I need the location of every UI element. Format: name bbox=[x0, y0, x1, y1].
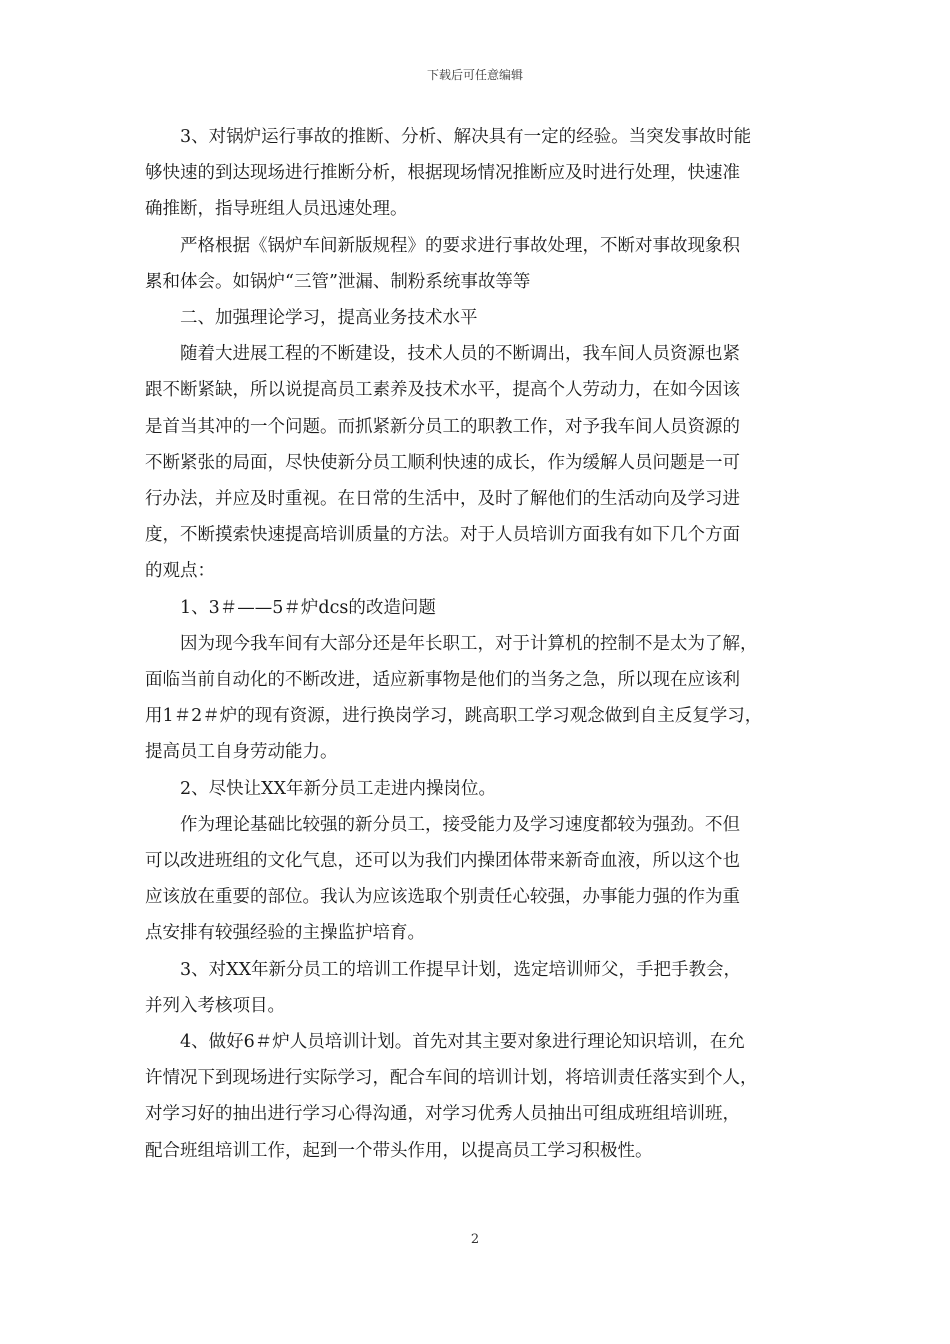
paragraph-line: 不断紧张的局面，尽快使新分员工顺利快速的成长，作为缓解人员问题是一可 bbox=[145, 452, 740, 473]
paragraph-line: 作为理论基础比较强的新分员工，接受能力及学习速度都较为强劲。不但 bbox=[180, 814, 740, 835]
paragraph-line: 行办法，并应及时重视。在日常的生活中，及时了解他们的生活动向及学习进 bbox=[145, 489, 740, 510]
paragraph-line: 提高员工自身劳动能力。 bbox=[145, 742, 338, 763]
paragraph-line: 跟不断紧缺，所以说提高员工素养及技术水平，提高个人劳动力，在如今因该 bbox=[145, 380, 740, 401]
paragraph-line: 配合班组培训工作，起到一个带头作用，以提高员工学习积极性。 bbox=[145, 1140, 653, 1161]
paragraph-boiler-accident-experience bbox=[145, 119, 813, 228]
page-header: 下载后可任意编辑 bbox=[426, 68, 523, 82]
page-number: 2 bbox=[470, 1232, 480, 1247]
paragraph-line: 用1＃2＃炉的现有资源，进行换岗学习，跳高职工学习观念做到自主反复学习， bbox=[145, 706, 763, 727]
paragraph-line: 3、对锅炉运行事故的推断、分析、解决具有一定的经验。当突发事故时能 bbox=[180, 127, 752, 147]
paragraph-line: 是首当其冲的一个问题。而抓紧新分员工的职教工作，对予我车间人员资源的 bbox=[145, 416, 740, 437]
paragraph-regulations bbox=[145, 228, 813, 300]
item-training-plan bbox=[145, 952, 813, 1024]
paragraph-line: 对学习好的抽出进行学习心得沟通，对学习优秀人员抽出可组成班组培训班， bbox=[145, 1104, 740, 1125]
section-heading-theory-study bbox=[145, 300, 813, 336]
item-boiler6-training bbox=[145, 1024, 813, 1169]
paragraph-line: 严格根据《锅炉车间新版规程》的要求进行事故处理，不断对事故现象积 bbox=[180, 235, 740, 256]
paragraph-line: 因为现今我车间有大部分还是年长职工，对于计算机的控制不是太为了解， bbox=[180, 633, 758, 654]
paragraph-line: 的观点： bbox=[145, 561, 215, 582]
paragraph-line: 2、尽快让XX年新分员工走进内操岗位。 bbox=[180, 778, 497, 799]
paragraph-line: 度，不断摸索快速提高培训质量的方法。对于人员培训方面我有如下几个方面 bbox=[145, 525, 740, 546]
paragraph-line: 1、3＃——5＃炉dcs的改造问题 bbox=[180, 597, 436, 618]
paragraph-line: 许情况下到现场进行实际学习，配合车间的培训计划，将培训责任落实到个人， bbox=[145, 1068, 758, 1089]
paragraph-line: 应该放在重要的部位。我认为应该选取个别责任心较强，办事能力强的作为重 bbox=[145, 887, 740, 908]
paragraph-line: 4、做好6＃炉人员培训计划。首先对其主要对象进行理论知识培训，在允 bbox=[180, 1032, 745, 1053]
item-heading-dcs-upgrade bbox=[145, 590, 813, 626]
paragraph-line: 随着大进展工程的不断建设，技术人员的不断调出，我车间人员资源也紧 bbox=[180, 344, 740, 365]
paragraph-line: 并列入考核项目。 bbox=[145, 995, 285, 1016]
document-body bbox=[145, 119, 813, 1169]
item-heading-new-staff-posts bbox=[145, 771, 813, 807]
paragraph-line: 够快速的到达现场进行推断分析，根据现场情况推断应及时进行处理，快速准 bbox=[145, 163, 740, 184]
paragraph-line: 3、对XX年新分员工的培训工作提早计划，选定培训师父，手把手教会， bbox=[180, 959, 742, 980]
paragraph-dcs-upgrade bbox=[145, 626, 813, 771]
paragraph-line: 面临当前自动化的不断改进，适应新事物是他们的当务之急，所以现在应该利 bbox=[145, 670, 740, 691]
paragraph-line: 确推断，指导班组人员迅速处理。 bbox=[145, 199, 408, 220]
paragraph-line: 点安排有较强经验的主操监护培育。 bbox=[145, 923, 425, 944]
paragraph-line: 可以改进班组的文化气息，还可以为我们内操团体带来新奇血液，所以这个也 bbox=[145, 851, 740, 872]
paragraph-staff-training bbox=[145, 336, 813, 589]
paragraph-line: 累和体会。如锅炉“三管”泄漏、制粉系统事故等等 bbox=[145, 271, 531, 292]
paragraph-new-staff-posts bbox=[145, 807, 813, 952]
paragraph-line: 二、加强理论学习，提高业务技术水平 bbox=[180, 308, 478, 329]
